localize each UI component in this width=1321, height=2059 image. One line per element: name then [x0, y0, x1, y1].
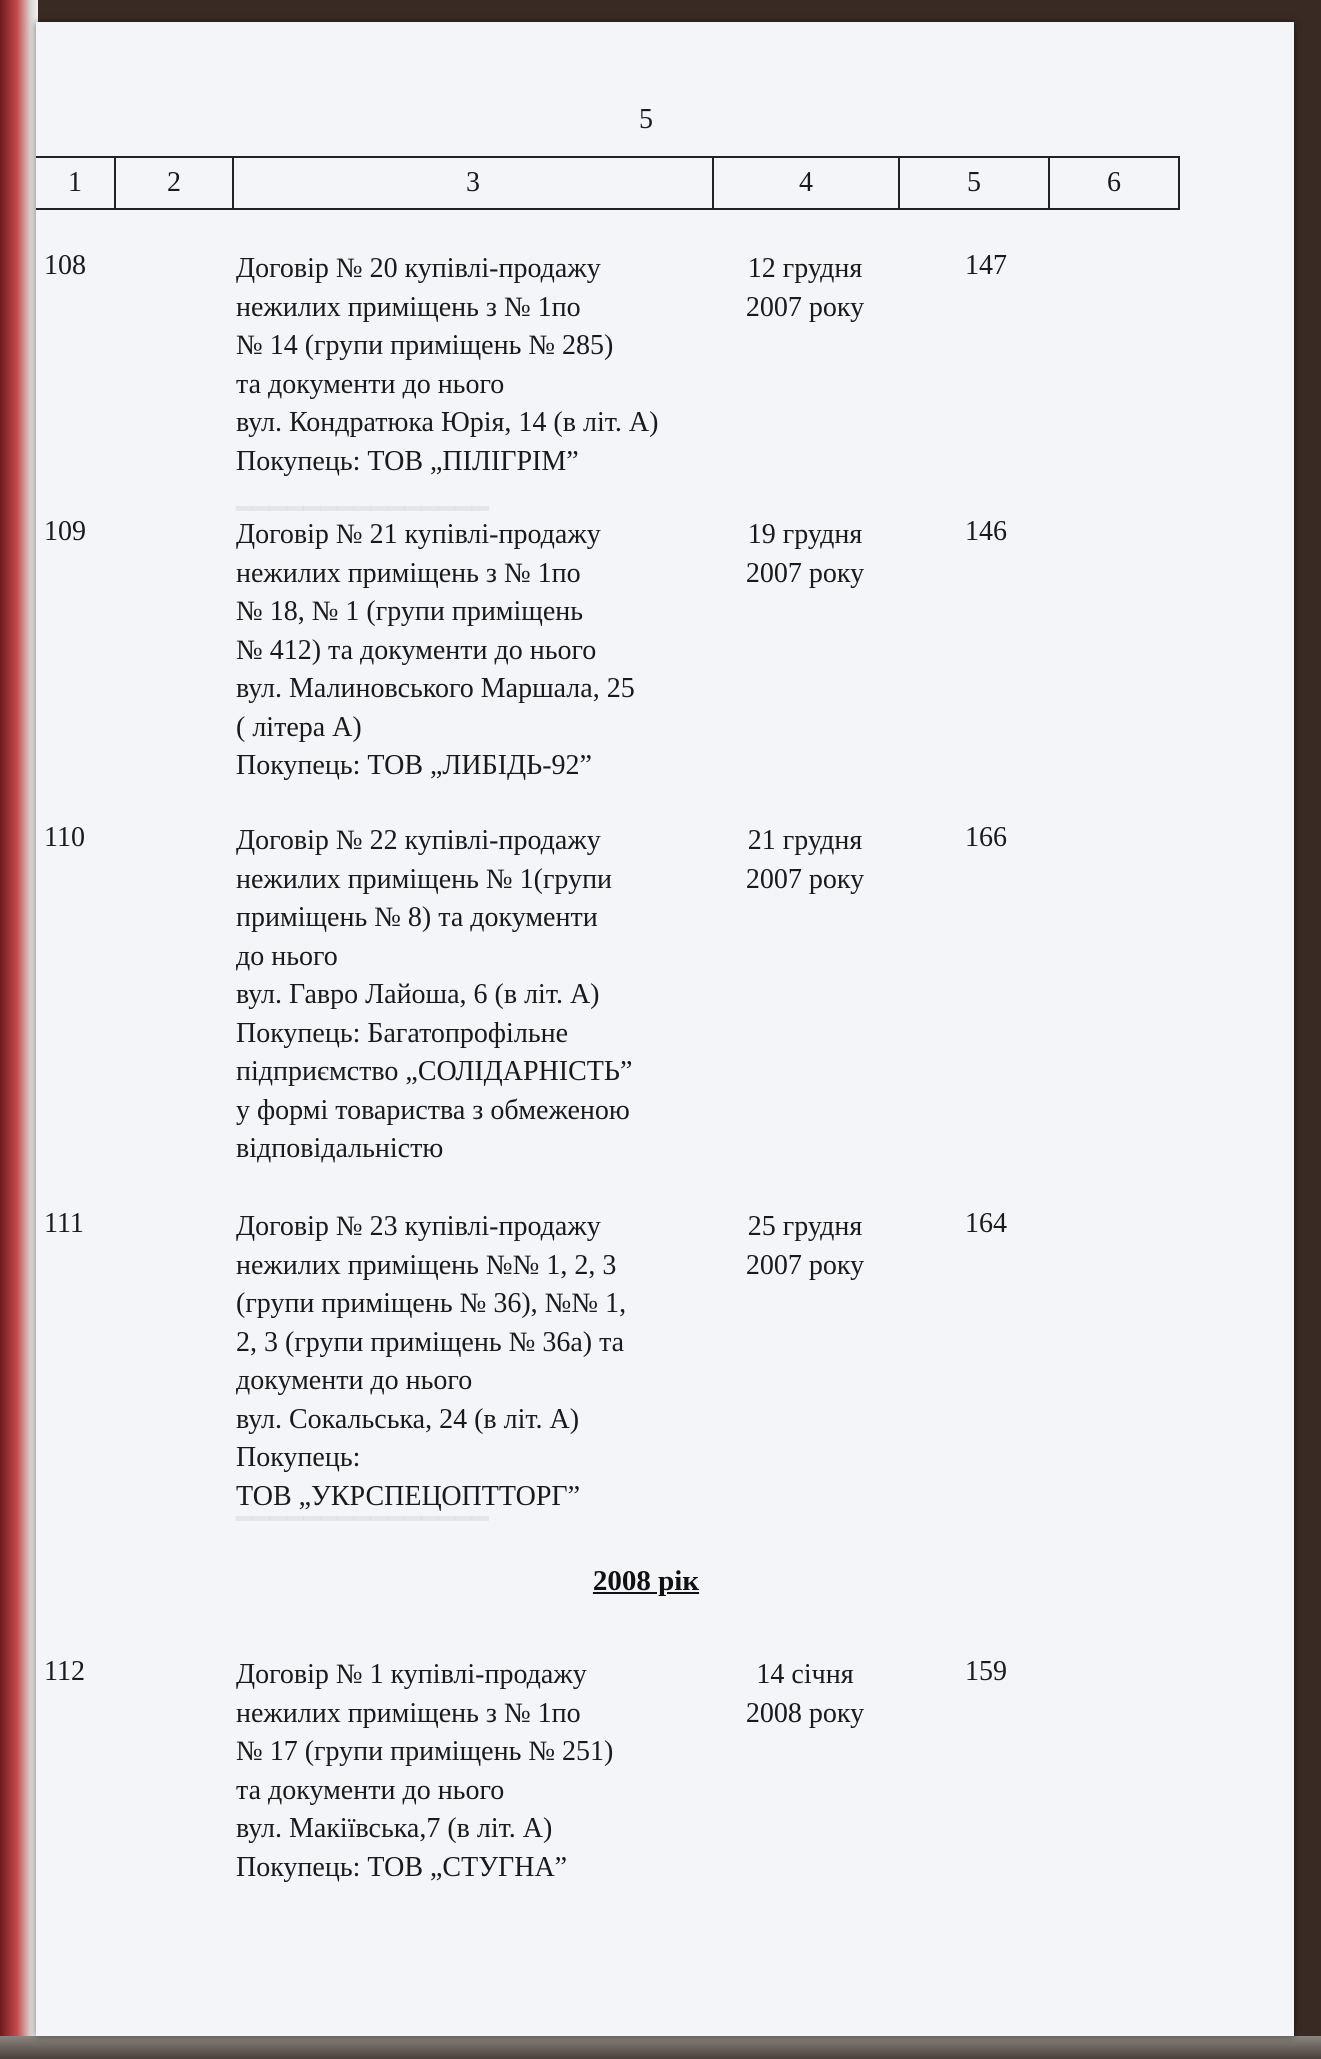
description-line: нежилих приміщень № 1(групи — [236, 863, 613, 895]
description-line: Договір № 1 купівлі-продажу — [236, 1659, 587, 1690]
description-line: та документи до нього — [236, 1774, 505, 1806]
description-line: нежилих приміщень №№ 1, 2, 3 — [236, 1249, 617, 1281]
description-line: Покупець: Багатопрофільне — [236, 1017, 568, 1049]
date-line: 12 грудня — [747, 253, 863, 284]
description-line: нежилих приміщень з № 1по — [236, 291, 581, 323]
date-line: 25 грудня — [747, 1211, 863, 1242]
column-header-row — [36, 156, 1180, 210]
entry-number: 109 — [44, 516, 86, 547]
description-line: нежилих приміщень з № 1по — [236, 1697, 581, 1729]
entry-number: 108 — [44, 250, 86, 281]
entry-description — [236, 1208, 756, 1516]
show-through-text: ━━━━━━━━━━━━━━━ — [236, 494, 489, 525]
entry-pages: 166 — [965, 822, 1007, 853]
book-binding — [0, 0, 38, 2059]
description-line: Покупець: ТОВ „ПІЛІГРІМ” — [236, 445, 579, 477]
date-line: 19 грудня — [747, 519, 863, 550]
date-line: 2007 року — [745, 557, 865, 589]
date-line: 2008 року — [745, 1697, 865, 1729]
document-page — [36, 22, 1294, 2036]
description-line: Покупець: ТОВ „ЛИБІДЬ-92” — [236, 750, 592, 781]
entry-description — [236, 250, 756, 481]
description-line: ТОВ „УКРСПЕЦОПТТОРГ” — [236, 1480, 581, 1512]
entry-description — [236, 1656, 756, 1887]
description-line: та документи до нього — [236, 368, 505, 400]
description-line: № 17 (групи приміщень № 251) — [236, 1736, 614, 1767]
description-line: № 412) та документи до нього — [236, 634, 597, 666]
description-line: Покупець: ТОВ „СТУГНА” — [236, 1851, 568, 1883]
entry-pages: 146 — [965, 516, 1007, 547]
date-line: 2007 року — [745, 1249, 865, 1281]
description-line: № 18, № 1 (групи приміщень — [236, 596, 584, 627]
description-line: підприємство „СОЛІДАРНІСТЬ” — [236, 1056, 633, 1087]
entry-pages: 164 — [965, 1208, 1007, 1239]
page-number: 5 — [639, 104, 653, 135]
entry-number: 112 — [44, 1656, 85, 1687]
column-header: 6 — [1050, 158, 1180, 208]
description-line: Договір № 21 купівлі-продажу — [236, 519, 601, 550]
description-line: (групи приміщень № 36), №№ 1, — [236, 1288, 627, 1319]
column-header: 1 — [36, 158, 116, 208]
description-line: ( літера А) — [236, 711, 362, 743]
date-line: 2007 року — [745, 291, 865, 323]
entry-date — [720, 250, 890, 327]
entry-pages: 159 — [965, 1656, 1007, 1687]
entry-date — [720, 822, 890, 899]
description-line: 2, 3 (групи приміщень № 36а) та — [236, 1326, 625, 1358]
description-line: документи до нього — [236, 1365, 473, 1396]
description-line: вул. Кондратюка Юрія, 14 (в літ. А) — [236, 407, 659, 438]
date-line: 2007 року — [745, 863, 865, 895]
description-line: вул. Гавро Лайоша, 6 (в літ. А) — [236, 979, 600, 1010]
description-line: приміщень № 8) та документи — [236, 902, 598, 933]
date-line: 21 грудня — [747, 825, 863, 856]
column-header: 5 — [900, 158, 1050, 208]
show-through-text: ━━━━━━━━━━━━━━━ — [236, 1504, 489, 1535]
description-line: Договір № 23 купівлі-продажу — [236, 1211, 601, 1242]
entry-number: 110 — [44, 822, 85, 853]
entry-description — [236, 516, 756, 786]
entry-number: 111 — [44, 1208, 84, 1239]
description-line: Договір № 20 купівлі-продажу — [236, 253, 601, 284]
description-line: у формі товариства з обмеженою — [236, 1094, 630, 1126]
entry-date — [720, 1656, 890, 1733]
description-line: відповідальністю — [236, 1133, 444, 1164]
description-line: Покупець: — [236, 1442, 361, 1473]
entry-description — [236, 822, 756, 1169]
entry-date — [720, 516, 890, 593]
year-heading: 2008 рік — [592, 1565, 700, 1597]
table-surface — [0, 2036, 1321, 2059]
description-line: вул. Сокальська, 24 (в літ. А) — [236, 1403, 580, 1435]
description-line: до нього — [236, 940, 338, 972]
description-line: нежилих приміщень з № 1по — [236, 557, 581, 589]
column-header: 4 — [714, 158, 900, 208]
description-line: вул. Малиновського Маршала, 25 — [236, 673, 635, 704]
description-line: № 14 (групи приміщень № 285) — [236, 330, 614, 361]
description-line: Договір № 22 купівлі-продажу — [236, 825, 601, 856]
column-header: 2 — [116, 158, 234, 208]
date-line: 14 січня — [756, 1659, 854, 1690]
entry-pages: 147 — [965, 250, 1007, 281]
entry-date — [720, 1208, 890, 1285]
column-header: 3 — [234, 158, 714, 208]
description-line: вул. Макіївська,7 (в літ. А) — [236, 1813, 553, 1844]
